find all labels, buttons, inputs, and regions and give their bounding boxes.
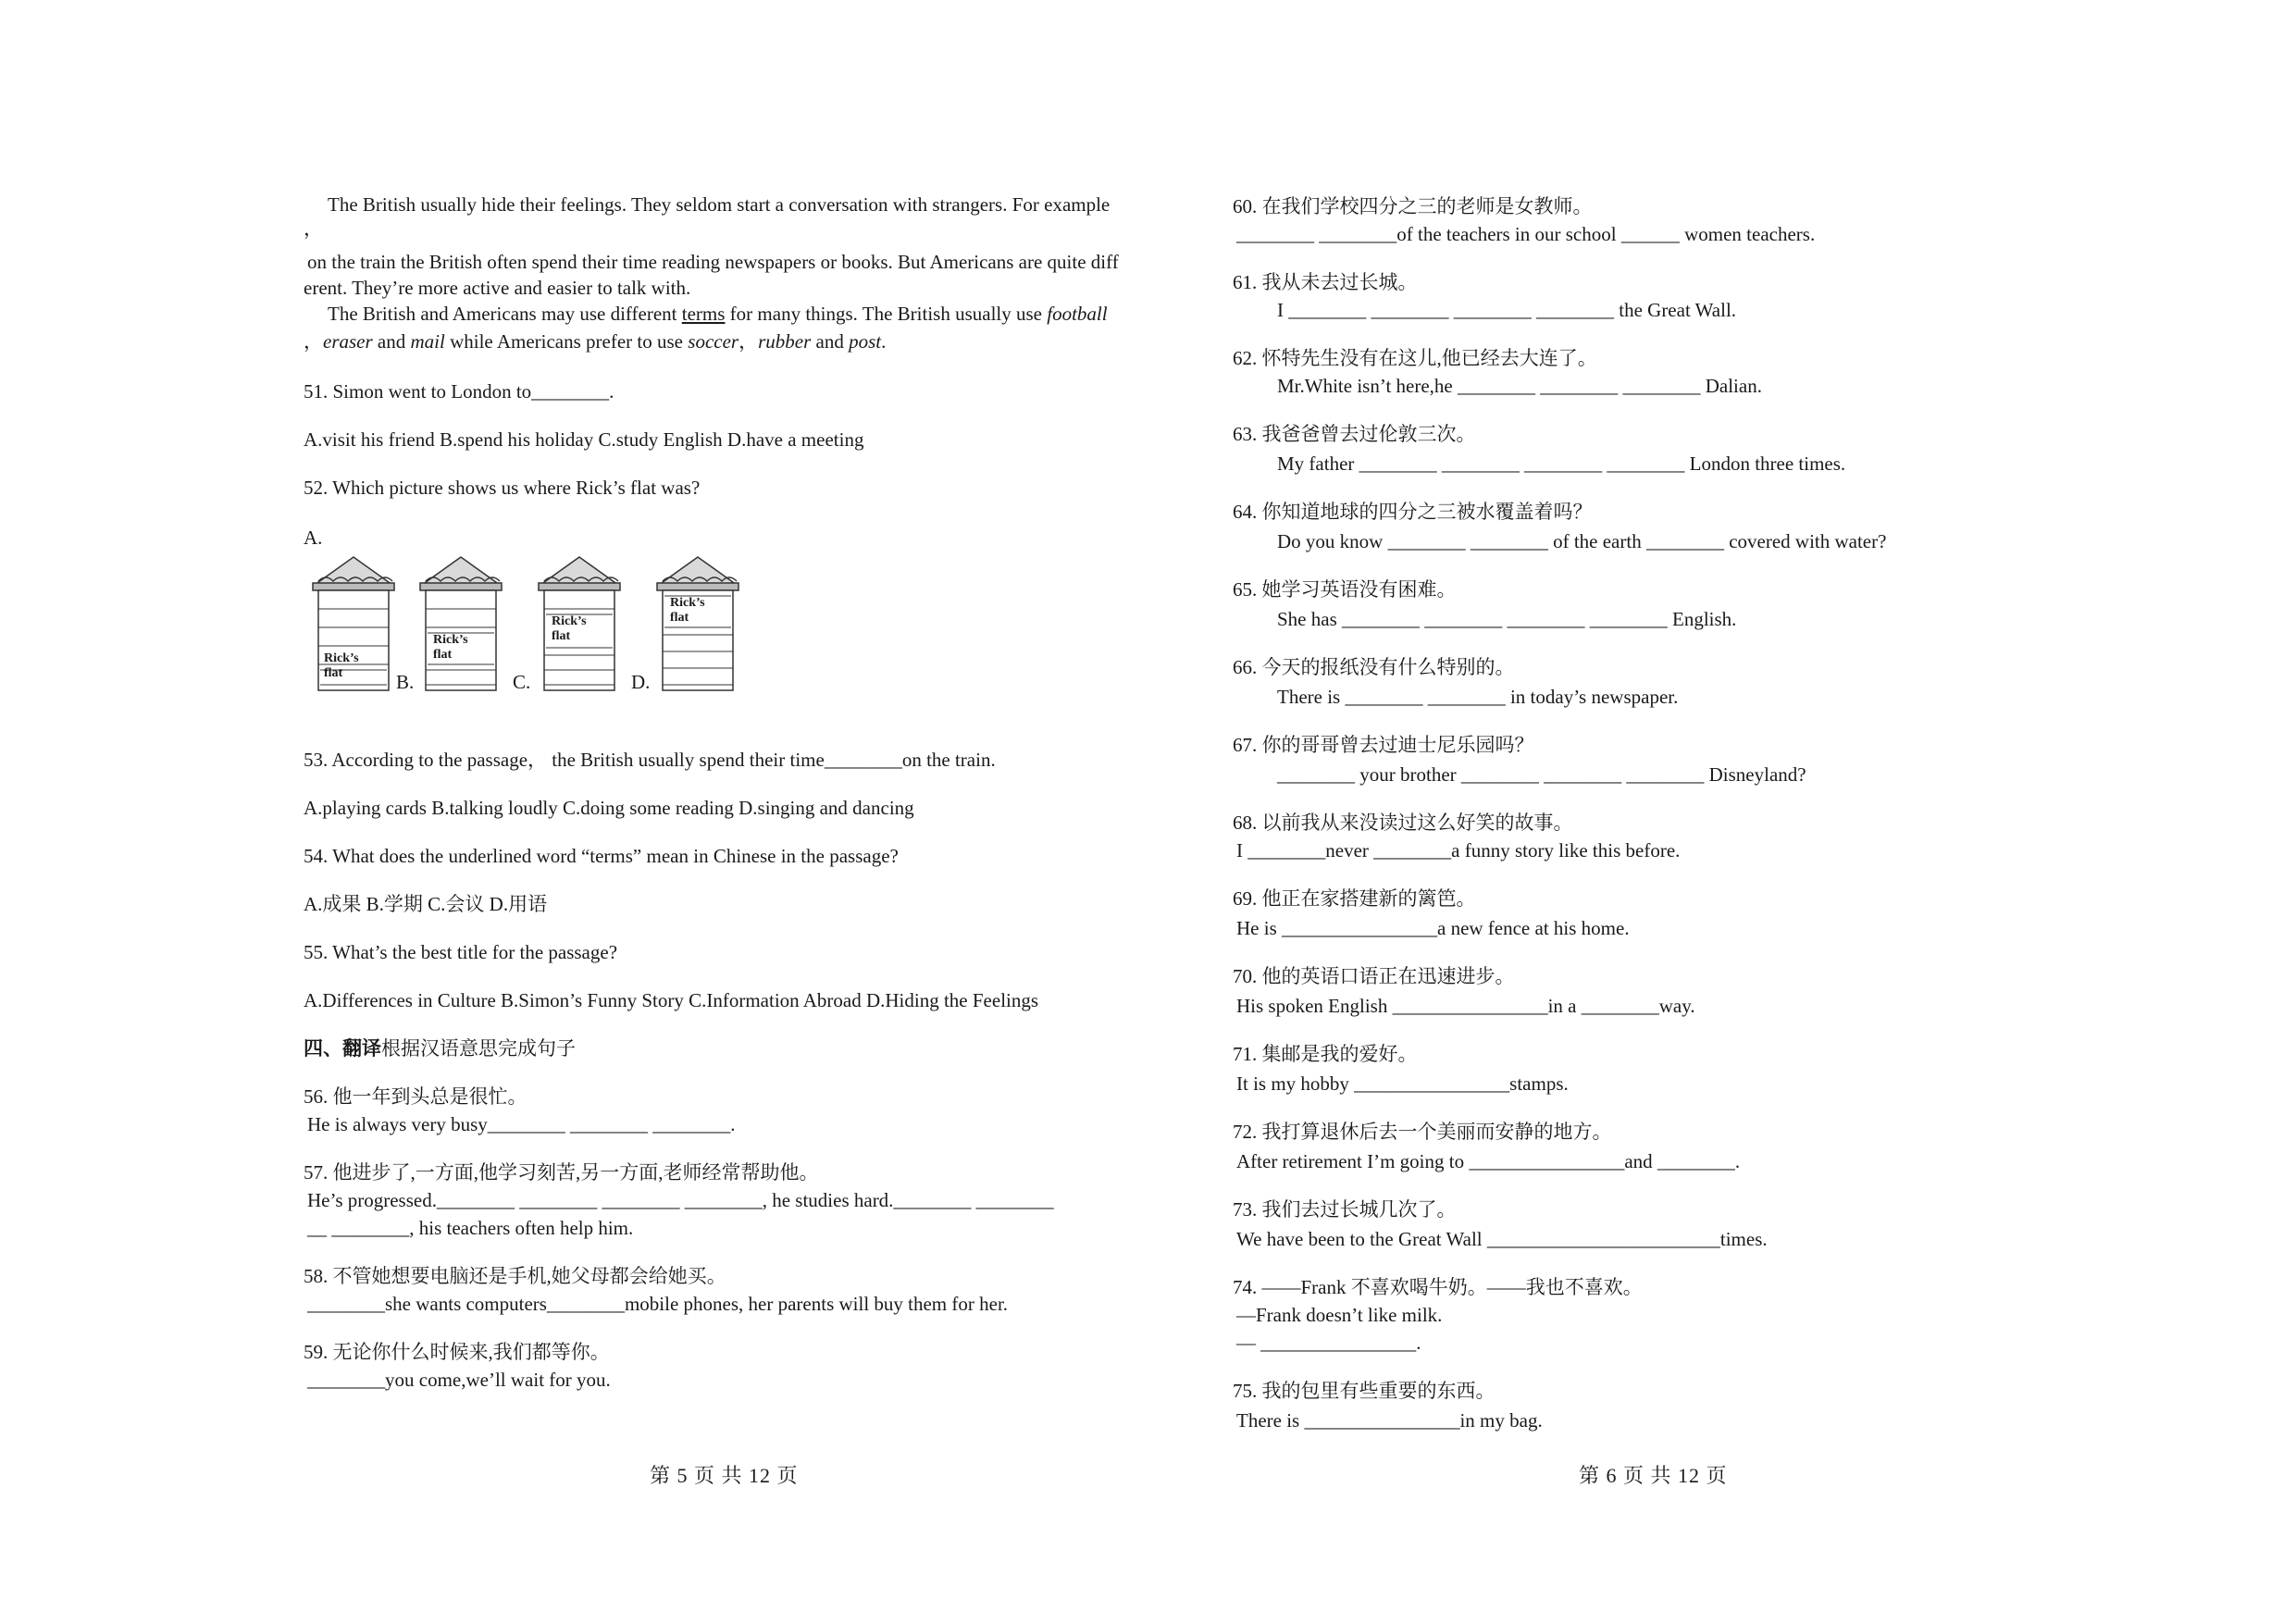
- question-62-en: Mr.White isn’t here,he ________ ________ ________ Dalian.: [1277, 375, 1762, 397]
- question-69-cn: 69. 他正在家搭建新的篱笆。: [1233, 887, 1476, 910]
- question-57-en-cont: __ ________, his teachers often help him.: [307, 1217, 634, 1239]
- page-footer-right: 第 6 页 共 12 页: [1579, 1464, 1728, 1487]
- question-67-en: ________ your brother ________ ________ ________ Disneyland?: [1277, 763, 1806, 786]
- question-71-cn: 71. 集邮是我的爱好。: [1233, 1043, 1418, 1065]
- passage-paragraph-2: The British and Americans may use different terms for many things. The British usually use football: [328, 303, 1108, 325]
- question-52-option-b: B.: [396, 671, 415, 693]
- question-61-en: I ________ ________ ________ ________ the Great Wall.: [1277, 299, 1737, 321]
- question-63-cn: 63. 我爸爸曾去过伦敦三次。: [1233, 423, 1476, 445]
- question-57-cn: 57. 他进步了,一方面,他学习刻苦,另一方面,老师经常帮助他。: [304, 1161, 819, 1184]
- question-68-cn: 68. 以前我从来没读过这么好笑的故事。: [1233, 812, 1573, 834]
- question-53: 53. According to the passage， the British usually spend their time________on the train.: [304, 749, 996, 771]
- question-64-cn: 64. 你知道地球的四分之三被水覆盖着吗？: [1233, 501, 1593, 523]
- question-51-options: A.visit his friend B.spend his holiday C.study English D.have a meeting: [304, 428, 864, 451]
- question-62-cn: 62. 怀特先生没有在这儿,他已经去大连了。: [1233, 347, 1597, 369]
- house-label: Rick’s flat: [670, 596, 705, 625]
- question-61-cn: 61. 我从未去过长城。: [1233, 271, 1418, 293]
- page-footer-left: 第 5 页 共 12 页: [650, 1464, 799, 1487]
- passage-paragraph-2-cont: ，eraser and mail while Americans prefer to use soccer，rubber and post.: [304, 330, 887, 353]
- question-56-cn: 56. 他一年到头总是很忙。: [304, 1085, 527, 1108]
- building-picture-a: [311, 555, 396, 697]
- question-52-option-a: A.: [304, 527, 323, 549]
- question-58-en: ________she wants computers________mobile phones, her parents will buy them for her.: [307, 1293, 1009, 1315]
- building-picture-c: [537, 555, 622, 697]
- passage-line: on the train the British often spend their time reading newspapers or books. But Americans are quite diff: [307, 251, 1119, 273]
- question-67-cn: 67. 你的哥哥曾去过迪士尼乐园吗？: [1233, 734, 1534, 756]
- question-58-cn: 58. 不管她想要电脑还是手机,她父母都会给她买。: [304, 1265, 726, 1287]
- question-71-en: It is my hobby ________________stamps.: [1236, 1072, 1569, 1095]
- house-label: Rick’s flat: [324, 651, 359, 680]
- question-54-options: A.成果 B.学期 C.会议 D.用语: [304, 893, 548, 915]
- question-53-options: A.playing cards B.talking loudly C.doing some reading D.singing and dancing: [304, 797, 914, 819]
- question-72-cn: 72. 我打算退休后去一个美丽而安静的地方。: [1233, 1121, 1612, 1143]
- question-68-en: I ________never ________a funny story like this before.: [1236, 839, 1681, 862]
- question-60-en: ________ ________of the teachers in our school ______ women teachers.: [1236, 223, 1816, 245]
- question-54: 54. What does the underlined word “terms” mean in Chinese in the passage?: [304, 845, 899, 867]
- question-59-cn: 59. 无论你什么时候来,我们都等你。: [304, 1341, 610, 1363]
- question-74-en-line2: — ________________.: [1236, 1332, 1421, 1354]
- question-52-option-d: D.: [631, 671, 651, 693]
- section-heading: 四、翻译根据汉语意思完成句子: [304, 1037, 576, 1060]
- house-label: Rick’s flat: [433, 633, 468, 662]
- underlined-term: terms: [681, 303, 726, 325]
- question-69-en: He is ________________a new fence at his home.: [1236, 917, 1630, 939]
- question-73-en: We have been to the Great Wall ________________________times.: [1236, 1228, 1768, 1250]
- question-51: 51. Simon went to London to________.: [304, 380, 614, 403]
- question-55-options: A.Differences in Culture B.Simon’s Funny Story C.Information Abroad D.Hiding the Feelings: [304, 989, 1039, 1011]
- question-70-cn: 70. 他的英语口语正在迅速进步。: [1233, 965, 1515, 987]
- question-75-en: There is ________________in my bag.: [1236, 1409, 1543, 1432]
- passage-line: ，: [304, 217, 323, 240]
- passage-line: The British usually hide their feelings. They seldom start a conversation with strangers. For example: [328, 193, 1111, 216]
- question-74-en-line1: —Frank doesn’t like milk.: [1236, 1304, 1443, 1326]
- question-52-option-c: C.: [513, 671, 531, 693]
- question-74-cn: 74. ——Frank 不喜欢喝牛奶。——我也不喜欢。: [1233, 1276, 1643, 1298]
- question-60-cn: 60. 在我们学校四分之三的老师是女教师。: [1233, 195, 1593, 217]
- question-64-en: Do you know ________ ________ of the earth ________ covered with water?: [1277, 530, 1887, 552]
- house-label: Rick’s flat: [552, 614, 587, 643]
- question-70-en: His spoken English ________________in a ________way.: [1236, 995, 1695, 1017]
- question-65-en: She has ________ ________ ________ ________ English.: [1277, 608, 1737, 630]
- question-55: 55. What’s the best title for the passage?: [304, 941, 618, 963]
- question-66-cn: 66. 今天的报纸没有什么特别的。: [1233, 656, 1515, 678]
- question-59-en: ________you come,we’ll wait for you.: [307, 1369, 611, 1391]
- question-75-cn: 75. 我的包里有些重要的东西。: [1233, 1380, 1496, 1402]
- question-73-cn: 73. 我们去过长城几次了。: [1233, 1198, 1457, 1221]
- building-picture-b: [418, 555, 503, 697]
- question-57-en: He’s progressed.________ ________ ________ ________, he studies hard.________ ________: [307, 1189, 1054, 1211]
- question-66-en: There is ________ ________ in today’s newspaper.: [1277, 686, 1679, 708]
- question-52: 52. Which picture shows us where Rick’s flat was?: [304, 477, 701, 499]
- building-picture-d: [655, 555, 740, 697]
- question-65-cn: 65. 她学习英语没有困难。: [1233, 578, 1457, 601]
- question-63-en: My father ________ ________ ________ ________ London three times.: [1277, 452, 1846, 475]
- question-56-en: He is always very busy________ ________ ________.: [307, 1113, 736, 1135]
- passage-line: erent. They’re more active and easier to talk with.: [304, 277, 691, 299]
- question-72-en: After retirement I’m going to ________________and ________.: [1236, 1150, 1741, 1172]
